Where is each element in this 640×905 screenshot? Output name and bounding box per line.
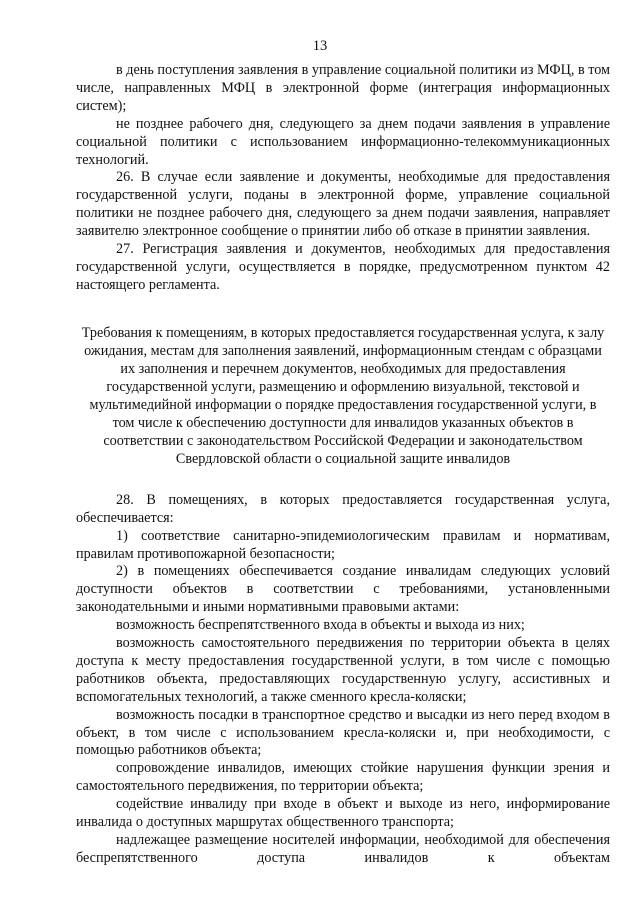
- paragraph: в день поступления заявления в управление социальной политики из МФЦ, в том числе, направленных МФЦ в электронной форме (интеграция информационных систем);: [76, 62, 611, 114]
- spacer: [76, 468, 610, 492]
- list-item: сопровождение инвалидов, имеющих стойкие нарушения функции зрения и самостоятельного передвижения, по территории объекта;: [76, 760, 610, 795]
- paragraph-26: 26. В случае если заявление и документы, необходимые для предоставления государственной услуги, поданы в электронной форме, управление социальной политики не позднее рабочего дня, следующего за днем подачи заявления, направляет заявителю электронное сообщение о принятии либо об отказе в принятии заявления.: [76, 169, 610, 240]
- section-heading: Требования к помещениям, в которых предоставляется государственная услуга, к залу ожидания, местам для заполнения заявлений, информационным стендам с образцами их заполнения и перечнем документов, необходимых для предоставления государственной услуги, размещению и оформлению визуальной, текстовой и мультимедийной информации о порядке предоставления государственной услуги, в том числе к обеспечению доступности для инвалидов указанных объектов в соответствии с законодательством Российской Федерации и законодательством Свердловской области о социальной защите инвалидов: [81, 324, 605, 467]
- list-item: возможность самостоятельного передвижения по территории объекта в целях доступа к месту предоставления государственной услуги, в том числе с помощью работников объекта, предоставляющих государственную услугу, ассистивных и вспомогательных технологий, а также сменного кресла-коляски;: [76, 635, 610, 705]
- list-item: надлежащее размещение носителей информации, необходимой для обеспечения беспрепятственного доступа инвалидов к объектам: [76, 832, 610, 866]
- list-item: возможность посадки в транспортное средство и высадки из него перед входом в объект, в том числе с использованием кресла-коляски и, при необходимости, с помощью работников объекта;: [76, 706, 610, 759]
- paragraph-27: 27. Регистрация заявления и документов, необходимых для предоставления государственной услуги, осуществляется в порядке, предусмотренном пунктом 42 настоящего регламента.: [76, 241, 610, 293]
- list-item: 1) соответствие санитарно-эпидемиологическим правилам и нормативам, правилам противопожарной безопасности;: [76, 527, 610, 562]
- list-item: содействие инвалиду при входе в объект и выходе из него, информирование инвалида о доступных маршрутах общественного транспорта;: [76, 796, 610, 831]
- list-item: возможность беспрепятственного входа в объекты и выхода из них;: [116, 617, 525, 634]
- paragraph: не позднее рабочего дня, следующего за днем подачи заявления в управление социальной политики с использованием информационно-телекоммуникационных технологий.: [76, 115, 610, 168]
- list-item: 2) в помещениях обеспечивается создание инвалидам следующих условий доступности объектов в соответствии с требованиями, установленными законодательными и иными нормативными правовыми актами:: [76, 563, 610, 616]
- paragraph-28: 28. В помещениях, в которых предоставляется государственная услуга, обеспечивается:: [76, 491, 610, 526]
- document-body: [76, 62, 610, 868]
- page-number: 13: [312, 38, 328, 54]
